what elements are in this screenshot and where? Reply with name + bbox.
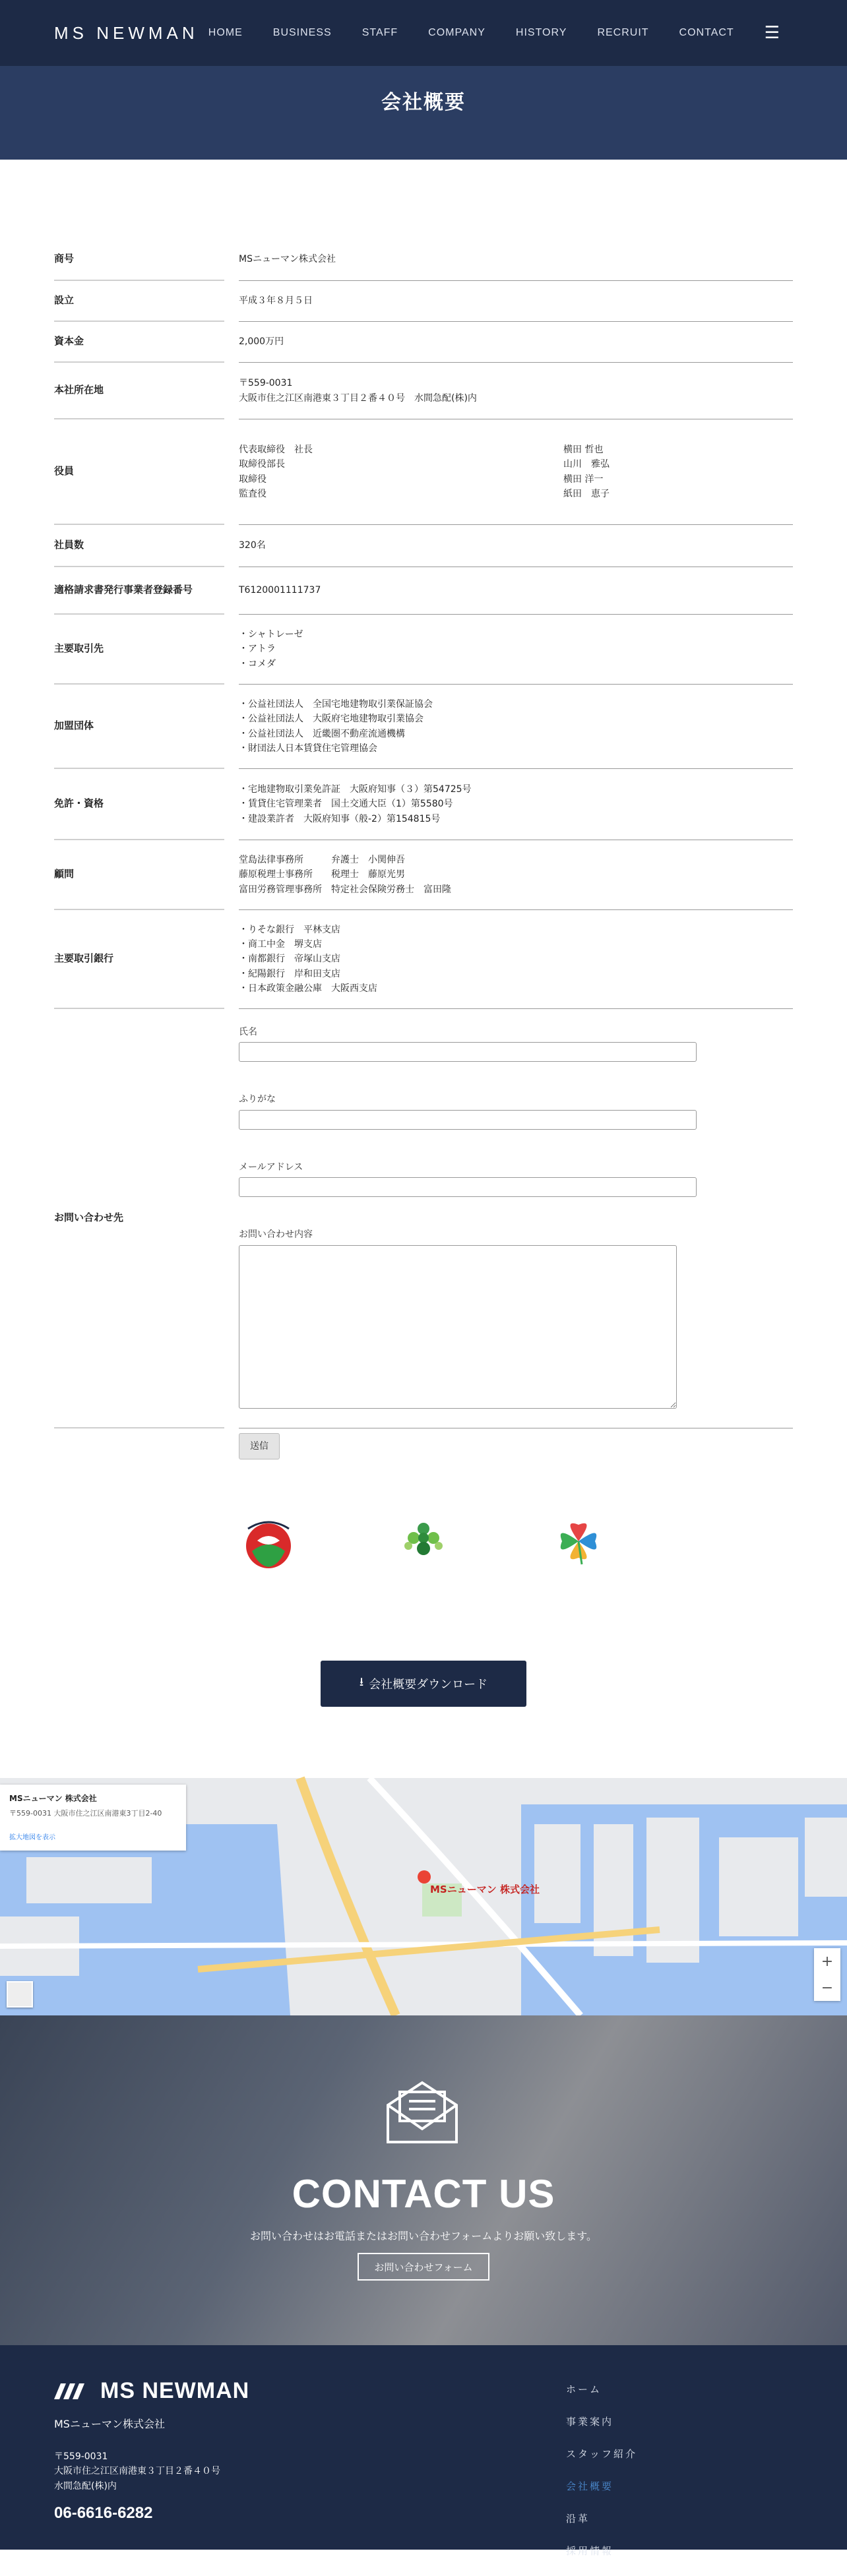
main-nav xyxy=(208,27,765,39)
footer-nav-company[interactable]: 会社概要 xyxy=(566,2480,614,2492)
row-label: 商号 xyxy=(54,239,224,281)
download-icon: ⭳ xyxy=(359,1675,364,1689)
page-title: 会社概要 xyxy=(381,91,466,114)
kana-label: ふりがな xyxy=(239,1094,276,1105)
table-row xyxy=(54,322,793,363)
message-label: お問い合わせ内容 xyxy=(239,1229,313,1241)
name-label: 氏名 xyxy=(239,1027,257,1037)
email-label: メールアドレス xyxy=(239,1161,303,1173)
nav-business[interactable]: BUSINESS xyxy=(272,27,332,38)
row-value: 大阪市住之江区南港東３丁目２番４０号 水間急配(株)内 xyxy=(239,392,477,404)
map-place-name: MSニューマン 株式会社 xyxy=(9,1794,97,1803)
site-header xyxy=(0,0,847,66)
row-value: ・南都銀行 帝塚山支店 xyxy=(239,954,340,965)
row-value: ・公益社団法人 大阪府宅地建物取引業協会 xyxy=(239,714,424,725)
map-place-address: 〒559-0031 大阪市住之江区南港東3丁目2-40 xyxy=(9,1809,162,1818)
row-label: 適格請求書発行事業者登録番号 xyxy=(54,567,224,615)
footer-logo[interactable] xyxy=(54,2378,793,2404)
footer-nav xyxy=(566,2382,637,2576)
row-value: 富田労務管理事務所 特定社会保険労務士 富田隆 xyxy=(239,884,451,895)
row-value: 堂島法律事務所 弁護士 小関伸吾 xyxy=(239,854,405,865)
row-label: 免許・資格 xyxy=(54,769,224,840)
footer-tel[interactable]: 06-6616-6282 xyxy=(54,2504,153,2523)
officer-name: 山川 雅弘 xyxy=(563,459,610,470)
zoom-in-icon[interactable]: + xyxy=(821,1953,834,1970)
row-label: 本社所在地 xyxy=(54,363,224,419)
row-value: ・アトラ xyxy=(239,644,276,655)
download-button[interactable] xyxy=(321,1661,526,1707)
footer-nav-home[interactable]: ホーム xyxy=(566,2383,602,2395)
officer-title: 代表取締役 社長 xyxy=(239,444,313,455)
name-field[interactable] xyxy=(239,1042,697,1062)
table-row xyxy=(54,239,793,281)
officer-name: 横田 哲也 xyxy=(563,444,604,455)
footer-nav-business[interactable]: 事業案内 xyxy=(566,2416,614,2428)
officer-title: 監査役 xyxy=(239,488,267,499)
table-row xyxy=(54,281,793,322)
company-table xyxy=(0,160,847,1452)
address-line: 〒559-0031 xyxy=(54,2451,108,2462)
row-value: ・公益社団法人 近畿圏不動産流通機構 xyxy=(239,728,405,739)
table-row xyxy=(54,1009,793,1452)
row-value: ・紀陽銀行 岸和田支店 xyxy=(239,968,340,979)
submit-button[interactable]: 送信 xyxy=(239,1433,280,1459)
nav-company[interactable]: COMPANY xyxy=(428,27,486,38)
row-label: 社員数 xyxy=(54,525,224,567)
row-value: ・商工中金 堺支店 xyxy=(239,938,322,950)
envelope-icon xyxy=(383,2079,462,2145)
row-value: T6120001111737 xyxy=(239,585,321,596)
row-value: ・公益社団法人 全国宅地建物取引業保証協会 xyxy=(239,698,433,710)
footer-nav-recruit[interactable]: 採用情報 xyxy=(566,2545,614,2557)
green-leaf-badge-icon xyxy=(394,1512,453,1571)
footer-nav-staff[interactable]: スタッフ紹介 xyxy=(566,2448,638,2460)
nav-history[interactable]: HISTORY xyxy=(515,27,567,38)
row-value: ・コメダ xyxy=(239,658,276,669)
clover-badge-icon xyxy=(549,1512,608,1571)
nav-contact[interactable]: CONTACT xyxy=(679,27,734,38)
row-value: 320名 xyxy=(239,540,266,551)
row-value: ・賃貸住宅管理業者 国土交通大臣（1）第5580号 xyxy=(239,799,453,810)
row-value: 平成３年８月５日 xyxy=(239,295,313,307)
partner-badges xyxy=(0,1512,847,1571)
officer-title: 取締役 xyxy=(239,474,267,485)
row-value: ・りそな銀行 平林支店 xyxy=(239,924,340,935)
contact-banner xyxy=(0,2015,847,2345)
row-value: ・日本政策金融公庫 大阪西支店 xyxy=(239,983,377,995)
kana-field[interactable] xyxy=(239,1110,697,1130)
row-label: 資本金 xyxy=(54,322,224,363)
row-value: 藤原税理士事務所 税理士 藤原光男 xyxy=(239,869,405,880)
row-value: ・建設業許者 大阪府知事（般-2）第154815号 xyxy=(239,813,441,824)
nav-recruit[interactable]: RECRUIT xyxy=(597,27,649,38)
table-row xyxy=(54,769,793,840)
contact-title: CONTACT US xyxy=(292,2172,555,2216)
row-label: 加盟団体 xyxy=(54,685,224,769)
table-row xyxy=(54,363,793,419)
logo-stripes-icon xyxy=(54,2383,94,2399)
message-field[interactable] xyxy=(239,1245,677,1409)
row-value: ・宅地建物取引業免許証 大阪府知事（３）第54725号 xyxy=(239,783,472,795)
row-value: 〒559-0031 xyxy=(239,378,293,389)
table-row xyxy=(54,910,793,1009)
row-label: 主要取引銀行 xyxy=(54,910,224,1009)
email-field[interactable] xyxy=(239,1177,697,1197)
download-label: 会社概要ダウンロード xyxy=(369,1678,488,1692)
row-label: 主要取引先 xyxy=(54,615,224,685)
row-label: 顧問 xyxy=(54,840,224,910)
officer-list xyxy=(239,443,793,502)
officer-name: 紙田 恵子 xyxy=(563,488,610,499)
officer-title: 取締役部長 xyxy=(239,459,285,470)
footer-nav-history[interactable]: 沿革 xyxy=(566,2513,590,2525)
real-partner-badge-icon xyxy=(239,1512,298,1571)
table-row xyxy=(54,525,793,567)
row-value: 2,000万円 xyxy=(239,336,284,348)
officer-name: 横田 洋一 xyxy=(563,474,604,485)
row-label: 設立 xyxy=(54,281,224,322)
row-value: MSニューマン株式会社 xyxy=(239,254,336,265)
table-row xyxy=(54,419,793,525)
nav-staff[interactable]: STAFF xyxy=(361,27,398,38)
contact-text: お問い合わせはお電話またはお問い合わせフォームよりお願い致します。 xyxy=(250,2230,597,2242)
larger-map-link[interactable]: 拡大地図を表示 xyxy=(9,1834,55,1841)
address-line: 大阪市住之江区南港東３丁目２番４０号 xyxy=(54,2466,220,2477)
table-row xyxy=(54,840,793,910)
nav-home[interactable]: HOME xyxy=(208,27,243,38)
row-value: ・財団法人日本賃貸住宅管理協会 xyxy=(239,743,377,754)
map-info-card xyxy=(0,1785,186,1851)
site-footer xyxy=(0,2345,847,2557)
footer-logo-text: MS NEWMAN xyxy=(100,2378,250,2403)
row-value: ・シャトレーゼ xyxy=(239,629,303,640)
address-line: 水間急配(株)内 xyxy=(54,2480,117,2492)
map-zoom-control[interactable] xyxy=(814,1948,840,2001)
table-row xyxy=(54,567,793,615)
table-row xyxy=(54,685,793,769)
map-pin-label[interactable]: MSニューマン 株式会社 xyxy=(430,1884,540,1895)
map-layer-toggle[interactable] xyxy=(7,1981,33,2008)
footer-address xyxy=(54,2449,793,2494)
table-row xyxy=(54,615,793,685)
hamburger-icon[interactable]: ☰ xyxy=(764,23,780,43)
zoom-out-icon[interactable]: − xyxy=(821,1979,834,1996)
inquiry-form xyxy=(239,1009,793,1486)
footer-company: MSニューマン株式会社 xyxy=(54,2418,165,2430)
contact-form-button[interactable]: お問い合わせフォーム xyxy=(358,2253,489,2281)
site-logo[interactable]: MS NEWMAN xyxy=(54,22,199,43)
row-label: お問い合わせ先 xyxy=(54,1009,224,1428)
google-map[interactable] xyxy=(0,1778,847,2015)
page-title-band xyxy=(0,66,847,160)
row-label: 役員 xyxy=(54,419,224,525)
